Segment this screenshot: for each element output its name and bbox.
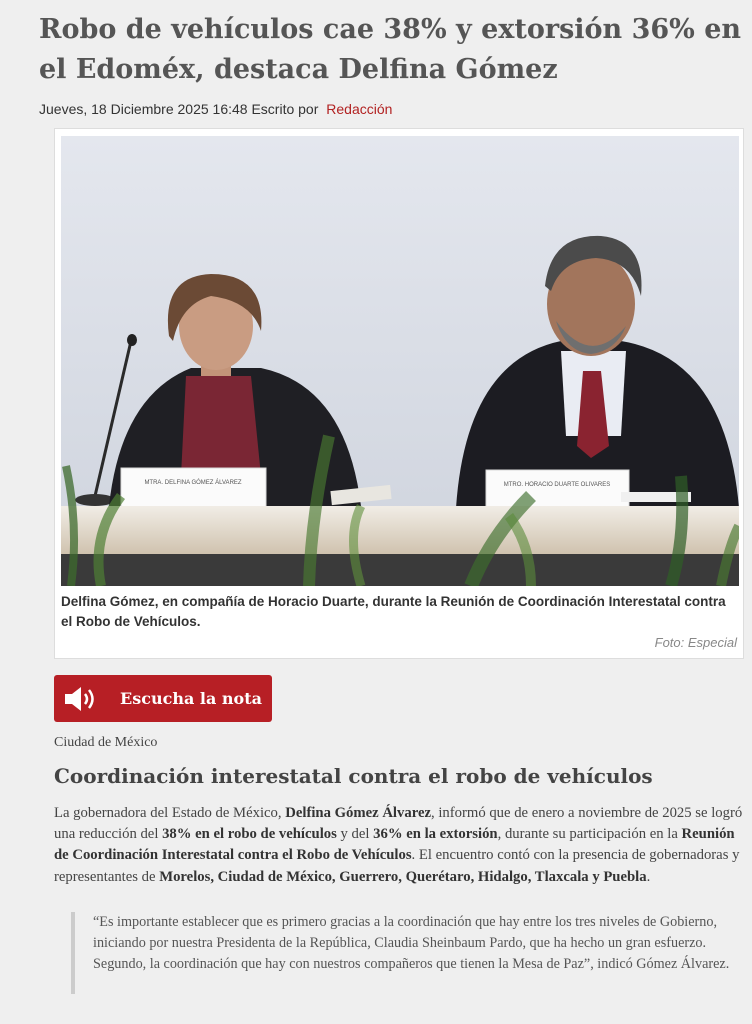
bold-meeting-name: Reunión de Coordinación Interestatal contra el Robo de Vehículos bbox=[54, 826, 735, 864]
section-heading: Coordinación interestatal contra el robo de vehículos bbox=[54, 764, 653, 788]
article-blockquote: “Es importante establecer que es primero gracias a la coordinación que hay entre los tres niveles de Gobierno, iniciando por nuestra Presidenta de la República, Claudia Sheinbaum Pardo, que ha hecho un gran esfuerzo. Segundo, la coordinación que hay con nuestros compañeros que tienen la Mesa de Paz”, indicó Gómez Álvarez. bbox=[71, 912, 743, 994]
text-run: y del bbox=[336, 826, 374, 843]
written-by-label: Escrito por bbox=[251, 101, 319, 117]
photo-caption: Delfina Gómez, en compañía de Horacio Duarte, durante la Reunión de Coordinación Interestatal contra el Robo de Vehículos. bbox=[61, 594, 726, 629]
nameplate-right-text: MTRO. HORACIO DUARTE OLIVARES bbox=[503, 482, 611, 488]
body-paragraph bbox=[54, 803, 744, 888]
text-run: . bbox=[646, 868, 651, 885]
author-link[interactable]: Redacción bbox=[326, 101, 393, 117]
nameplate-left-text: MTRA. DELFINA GÓMEZ ÁLVAREZ bbox=[144, 480, 242, 486]
article-date: Jueves, 18 Diciembre 2025 16:48 bbox=[39, 101, 248, 117]
article-title: Robo de vehículos cae 38% y extorsión 36% en el Edoméx, destaca Delfina Gómez bbox=[39, 14, 742, 85]
listen-button[interactable] bbox=[54, 675, 272, 722]
photo-credit: Foto: Especial bbox=[654, 635, 737, 650]
text-run: . El encuentro contó con la presencia de gobernadoras y representantes de bbox=[54, 847, 740, 885]
article-byline bbox=[39, 101, 392, 117]
photo-illustration bbox=[61, 136, 739, 586]
listen-button-label: Escucha la nota bbox=[120, 689, 262, 708]
article-photo bbox=[61, 136, 739, 586]
text-run: , informó que de enero a noviembre de 2025 se logró una reducción del bbox=[54, 805, 743, 843]
text-run: , durante su participación en la bbox=[497, 826, 682, 843]
text-run: La gobernadora del Estado de México, bbox=[54, 805, 286, 821]
article-location: Ciudad de México bbox=[54, 735, 158, 750]
bold-governor-name: Delfina Gómez Álvarez bbox=[285, 805, 431, 821]
speaker-icon bbox=[64, 684, 98, 714]
bold-states-list: Morelos, Ciudad de México, Guerrero, Querétaro, Hidalgo, Tlaxcala y Puebla bbox=[159, 868, 647, 885]
bold-vehicle-theft-stat: 38% en el robo de vehículos bbox=[162, 826, 337, 843]
article-figure bbox=[54, 128, 744, 659]
bold-extortion-stat: 36% en la extorsión bbox=[373, 826, 498, 843]
